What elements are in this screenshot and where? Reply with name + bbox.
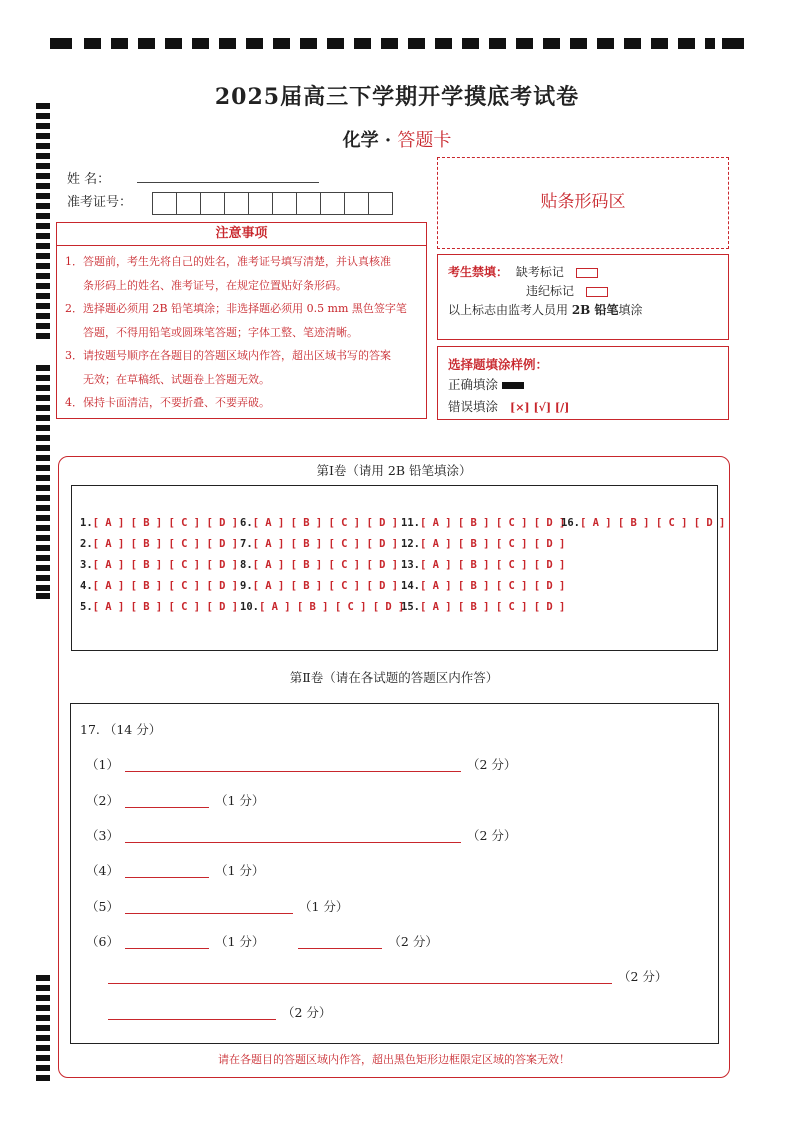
mc-question-10[interactable] (240, 601, 404, 613)
prohibited-title: 考生禁填： (448, 265, 509, 279)
barcode-area-label: 贴条形码区 (540, 192, 626, 212)
q17-3-score: （2 分） (466, 828, 517, 843)
q17-2-answer-line[interactable] (125, 795, 209, 808)
q17-6a-answer-line[interactable] (125, 936, 209, 949)
id-number-boxes[interactable] (152, 192, 392, 219)
mc-question-15[interactable] (401, 601, 565, 613)
q17-4-label: （4） (86, 863, 119, 878)
notice-item: 4．保持卡面清洁，不要折叠、不要弄破。 (65, 396, 270, 409)
q17-extra2-row (102, 1003, 331, 1021)
mc-question-number: 3. (80, 559, 93, 571)
mc-question-number: 4. (80, 580, 93, 592)
q17-3-answer-line[interactable] (125, 830, 461, 843)
subject-name: 化学 · (342, 130, 392, 151)
q17-1-score: （2 分） (466, 757, 517, 772)
wrong-fill-samples: [×] [√] [/] (510, 401, 570, 414)
id-label: 准考证号： (67, 195, 133, 210)
mc-question-number: 8. (240, 559, 253, 571)
q17-header: 17. （14 分） (80, 722, 162, 737)
mc-options[interactable]: [ A ] [ B ] [ C ] [ D ] (92, 601, 239, 613)
notice-box (56, 222, 427, 419)
q17-extra1-score: （2 分） (618, 969, 668, 984)
mc-question-number: 16. (561, 517, 580, 529)
mc-options[interactable]: [ A ] [ B ] [ C ] [ D ] (419, 517, 566, 529)
notice-item: 3．请按题号顺序在各题目的答题区域内作答，超出区域书写的答案 (65, 349, 391, 362)
part1-title: 第Ⅰ卷（请用 2B 铅笔填涂） (316, 463, 472, 478)
card-name: 答题卡 (397, 130, 452, 151)
q17-6-label: （6） (86, 934, 119, 949)
q17-extra2-score: （2 分） (282, 1005, 332, 1020)
q17-2-label: （2） (86, 793, 119, 808)
barcode-area (437, 157, 729, 249)
mc-options[interactable]: [ A ] [ B ] [ C ] [ D ] (92, 517, 239, 529)
mc-question-number: 10. (240, 601, 259, 613)
q17-3-row (86, 826, 516, 844)
name-label: 姓 名： (67, 172, 111, 187)
mc-question-number: 1. (80, 517, 93, 529)
notice-item: 1．答题前，考生先将自己的姓名，准考证号填写清楚，并认真核准 (65, 255, 391, 268)
prohibited-note: 以上标志由监考人员用 2B 铅笔填涂 (448, 303, 643, 317)
mc-question-number: 7. (240, 538, 253, 550)
q17-3-label: （3） (86, 828, 119, 843)
notice-item: 答题，不得用铅笔或圆珠笔答题；字体工整、笔迹清晰。 (83, 325, 358, 339)
exam-title: 2025届高三下学期开学摸底考试卷 (214, 84, 580, 110)
q17-extra2-answer-line[interactable] (108, 1007, 276, 1020)
name-field[interactable] (137, 182, 319, 183)
fill-example-title: 选择题填涂样例： (448, 357, 549, 372)
mc-options[interactable]: [ A ] [ B ] [ C ] [ D ] (92, 538, 239, 550)
mc-question-5[interactable] (80, 601, 238, 613)
q17-6-row (86, 932, 438, 950)
mc-options[interactable]: [ A ] [ B ] [ C ] [ D ] (258, 601, 405, 613)
notice-item: 无效；在草稿纸、试题卷上答题无效。 (83, 372, 270, 386)
absent-mark-box[interactable] (576, 268, 598, 278)
mc-question-number: 12. (401, 538, 420, 550)
mc-question-12[interactable] (401, 538, 565, 550)
q17-2-score: （1 分） (214, 793, 265, 808)
mc-options[interactable]: [ A ] [ B ] [ C ] [ D ] (419, 538, 566, 550)
q17-4-answer-line[interactable] (125, 865, 209, 878)
q17-6a-score: （1 分） (214, 934, 265, 949)
correct-fill-sample (502, 382, 524, 389)
mc-question-4[interactable] (80, 580, 238, 592)
mc-question-number: 9. (240, 580, 253, 592)
mc-options[interactable]: [ A ] [ B ] [ C ] [ D ] (419, 559, 566, 571)
mc-options[interactable]: [ A ] [ B ] [ C ] [ D ] (92, 580, 239, 592)
mc-options[interactable]: [ A ] [ B ] [ C ] [ D ] (252, 580, 399, 592)
prohibited-box (437, 254, 729, 340)
mc-question-16[interactable] (561, 517, 725, 529)
mc-question-number: 13. (401, 559, 420, 571)
footer-warning: 请在各题目的答题区域内作答，超出黑色矩形边框限定区域的答案无效！ (218, 1053, 570, 1066)
q17-5-label: （5） (86, 899, 119, 914)
mc-options[interactable]: [ A ] [ B ] [ C ] [ D ] (252, 517, 399, 529)
q17-4-row (86, 861, 264, 879)
mc-question-number: 14. (401, 580, 420, 592)
mc-question-11[interactable] (401, 517, 565, 529)
mc-question-13[interactable] (401, 559, 565, 571)
q17-1-label: （1） (86, 757, 119, 772)
mc-question-number: 15. (401, 601, 420, 613)
notice-title: 注意事项 (57, 223, 426, 246)
mc-options[interactable]: [ A ] [ B ] [ C ] [ D ] (92, 559, 239, 571)
notice-item: 条形码上的姓名、准考证号，在规定位置贴好条形码。 (83, 278, 347, 292)
mc-question-14[interactable] (401, 580, 565, 592)
mc-question-9[interactable] (240, 580, 398, 592)
part2-title: 第Ⅱ卷（请在各试题的答题区内作答） (289, 670, 499, 685)
mc-options[interactable]: [ A ] [ B ] [ C ] [ D ] (252, 559, 399, 571)
q17-2-row (86, 791, 264, 809)
q17-6b-answer-line[interactable] (298, 936, 382, 949)
q17-5-answer-line[interactable] (125, 901, 293, 914)
mc-options[interactable]: [ A ] [ B ] [ C ] [ D ] (419, 601, 566, 613)
mc-question-number: 2. (80, 538, 93, 550)
wrong-fill-label: 错误填涂 (448, 399, 499, 414)
absent-label: 缺考标记 (515, 265, 564, 279)
q17-1-row (86, 755, 516, 773)
mc-question-number: 6. (240, 517, 253, 529)
q17-extra1-answer-line[interactable] (108, 971, 612, 984)
mc-question-1[interactable] (80, 517, 238, 529)
mc-question-number: 5. (80, 601, 93, 613)
notice-item: 2．选择题必须用 2B 铅笔填涂；非选择题必须用 0.5 mm 黑色签字笔 (65, 302, 407, 315)
mc-question-8[interactable] (240, 559, 398, 571)
mc-question-6[interactable] (240, 517, 398, 529)
mc-options[interactable]: [ A ] [ B ] [ C ] [ D ] (252, 538, 399, 550)
correct-fill-label: 正确填涂 (448, 377, 499, 392)
violation-label: 违纪标记 (526, 284, 575, 298)
violation-mark-box[interactable] (586, 287, 608, 297)
mc-question-3[interactable] (80, 559, 238, 571)
mc-question-number: 11. (401, 517, 420, 529)
mc-question-7[interactable] (240, 538, 398, 550)
q17-1-answer-line[interactable] (125, 759, 461, 772)
q17-4-score: （1 分） (214, 863, 265, 878)
q17-6b-score: （2 分） (388, 934, 438, 949)
q17-5-row (86, 897, 348, 915)
q17-5-score: （1 分） (298, 899, 349, 914)
mc-question-2[interactable] (80, 538, 238, 550)
fill-example-box (437, 346, 729, 420)
mc-options[interactable]: [ A ] [ B ] [ C ] [ D ] (579, 517, 726, 529)
mc-options[interactable]: [ A ] [ B ] [ C ] [ D ] (419, 580, 566, 592)
subject-line (0, 126, 794, 152)
q17-extra1-row (102, 967, 667, 985)
